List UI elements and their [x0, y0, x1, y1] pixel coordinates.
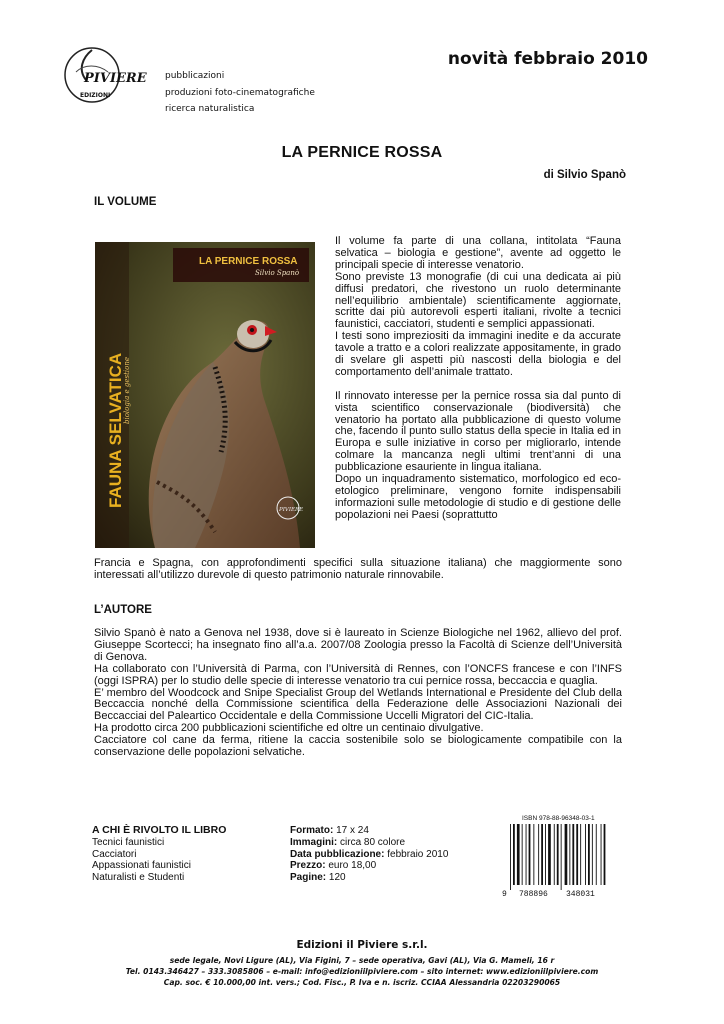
- publisher-logo: [62, 42, 147, 108]
- spec-row: Pagine: 120: [290, 872, 346, 884]
- cover-title: LA PERNICE ROSSA: [199, 256, 298, 267]
- author-text: [94, 628, 622, 759]
- barcode-bar: [561, 824, 562, 890]
- book-title: LA PERNICE ROSSA: [281, 144, 443, 161]
- paragraph: Ha collaborato con l’Università di Parma, con l’Università di Rennes, con l’ONCFS francese e con l’INFS (oggi ISPRA) per lo studio delle specie di interesse venatorio tra cui pernice rossa, beccaccia e quaglia.: [94, 662, 622, 687]
- barcode-bar: [517, 824, 520, 885]
- paragraph: Cacciatore col cane da ferma, ritiene la caccia sostenibile solo se biologicamente compatibile con la conservazione delle popolazioni selvatiche.: [94, 734, 622, 759]
- barcode-bar: [513, 824, 515, 885]
- barcode-bar: [596, 824, 597, 885]
- activity-line: produzioni foto-cinematografiche: [165, 87, 315, 98]
- paragraph: E’ membro del Woodcock and Snipe Specialist Group del Wetlands International e Presidente del Club della Beccaccia nonché della Commissione scientifica della Federazione delle Associazioni Nazionali dei Beccacciai del Paleartico Occidentale e della Commissione Uccelli Migratori del CIC-Italia.: [94, 686, 622, 723]
- spec-row: Formato: 17 x 24: [290, 825, 369, 836]
- barcode-bar: [538, 824, 539, 885]
- barcode-digit: 788896: [519, 890, 548, 899]
- paragraph: Il rinnovato interesse per la pernice rossa sia dal punto di vista scientifico conservazionale (biodiversità) che venatorio ha portato alla pubblicazione di questo volume che, facendo il punto sullo status della specie in Italia ed in Europa e sulle iniziative in corso per migliorarlo, intende colmare la mancanza negli ultimi trent’anni di una pubblicazione esauriente in lingua italiana.: [335, 389, 621, 474]
- target-audience: [92, 825, 226, 884]
- barcode-bar: [533, 824, 534, 885]
- barcode-bar: [569, 824, 570, 885]
- cover-series-subtitle: biologia e gestione: [123, 356, 131, 424]
- release-date-heading: novità febbraio 2010: [447, 49, 648, 69]
- paragraph: Dopo un inquadramento sistematico, morfologico ed eco-etologico preliminare, vengono fornite indispensabili informazioni sulle metodologie di studio e di gestione delle popolazioni nei Paesi (soprattutto: [335, 473, 621, 521]
- barcode-bar: [526, 824, 527, 885]
- barcode-bar: [541, 824, 543, 885]
- barcode-bar: [592, 824, 593, 885]
- target-heading: A CHI È RIVOLTO IL LIBRO: [92, 824, 227, 836]
- footer-address: sede legale, Novi Ligure (AL), Via Figini, 7 – sede operativa, Gavi (AL), Via G. Mameli, 16 r: [169, 956, 555, 965]
- spec-row: Data pubblicazione: febbraio 2010: [290, 848, 449, 860]
- book-author: di Silvio Spanò: [543, 169, 626, 181]
- footer-legal: Cap. soc. € 10.000,00 int. vers.; Cod. Fisc., P. Iva e n. iscriz. CCIAA Alessandria 02203290065: [163, 978, 561, 987]
- book-specs: [290, 825, 448, 884]
- spec-row: Immagini: circa 80 colore: [290, 836, 406, 848]
- volume-text-right: [335, 236, 621, 522]
- barcode-bar: [510, 824, 511, 890]
- section-heading-author: L’AUTORE: [94, 604, 152, 616]
- paragraph: Il volume fa parte di una collana, intitolata “Fauna selvatica – biologia e gestione”, avente ad oggetto le principali specie di interesse venatorio.: [335, 235, 621, 271]
- isbn-label: ISBN 978-88-96348-03-1: [522, 815, 595, 822]
- paragraph: Sono previste 13 monografie (di cui una dedicata ai più diffusi predatori, che rivestono un ruolo determinante nell’equilibrio ambientale) scientificamente aggiornate, scritte dai più autorevoli esperti italiani, rivolte a tecnici faunistici, cacciatori, studenti e semplici appassionati.: [335, 270, 621, 331]
- target-item: Appassionati faunistici: [92, 860, 191, 872]
- footer-company: Edizioni il Piviere s.r.l.: [296, 939, 428, 951]
- barcode-bar: [522, 824, 523, 885]
- barcode-bar: [576, 824, 578, 885]
- cover-author: Silvio Spanò: [255, 269, 300, 277]
- target-item: Cacciatori: [92, 848, 137, 860]
- spec-row: Prezzo: euro 18,00: [290, 860, 377, 872]
- barcode-bar: [604, 824, 606, 885]
- activity-line: ricerca naturalistica: [165, 104, 255, 114]
- barcode-bar: [529, 824, 531, 885]
- svg-text:PIVIERE: PIVIERE: [84, 71, 147, 86]
- barcode-digit: 9: [502, 890, 507, 899]
- cover-publisher: PIVIERE: [279, 507, 304, 513]
- barcode-bar: [548, 824, 551, 885]
- target-item: Tecnici faunistici: [92, 836, 165, 848]
- footer-contacts: Tel. 0143.346427 – 333.3085806 – e-mail: info@edizioniilpiviere.com – sito internet: www.edizioniilpiviere.com: [125, 967, 599, 976]
- cover-series: FAUNA SELVATICA: [106, 352, 125, 508]
- book-cover-image: [95, 242, 315, 548]
- paragraph: Francia e Spagna, con approfondimenti specifici sulla situazione italiana) che maggiormente sono interessati all’utilizzo durevole di questo patrimonio naturale rinnovabile.: [94, 557, 622, 581]
- barcode-bar: [554, 824, 555, 885]
- barcode-digit: 348031: [566, 890, 595, 899]
- barcode-bar: [565, 824, 568, 885]
- isbn-barcode: [502, 812, 620, 898]
- volume-text-continuation: [94, 558, 622, 582]
- publisher-activities: [165, 68, 315, 118]
- barcode-bar: [588, 824, 590, 885]
- barcode-bar: [557, 824, 559, 885]
- svg-text:EDIZIONI: EDIZIONI: [80, 92, 111, 99]
- barcode-bar: [545, 824, 546, 885]
- target-item: Naturalisti e Studenti: [92, 872, 185, 884]
- paragraph: Silvio Spanò è nato a Genova nel 1938, dove si è laureato in Scienze Biologiche nel 1962, allievo del prof. Giuseppe Scortecci; ha insegnato fino all’a.a. 2007/08 Zoologia presso la Facoltà di Scienze dell’Università di Genova.: [94, 627, 622, 663]
- barcode-bar: [572, 824, 574, 885]
- activity-line: pubblicazioni: [165, 71, 225, 81]
- barcode-bars: [510, 824, 605, 890]
- barcode-bar: [585, 824, 586, 885]
- paragraph: I testi sono impreziositi da immagini inedite e da accurate tavole a tratto e a colori realizzate appositamente, in grado di svelare gli aspetti più nascosti della biologia e del comportamento dell’animale trattato.: [335, 330, 621, 378]
- paragraph: Ha prodotto circa 200 pubblicazioni scientifiche ed oltre un centinaio divulgative.: [94, 722, 484, 735]
- barcode-bar: [601, 824, 602, 885]
- barcode-bar: [580, 824, 581, 885]
- section-heading-volume: IL VOLUME: [94, 196, 157, 208]
